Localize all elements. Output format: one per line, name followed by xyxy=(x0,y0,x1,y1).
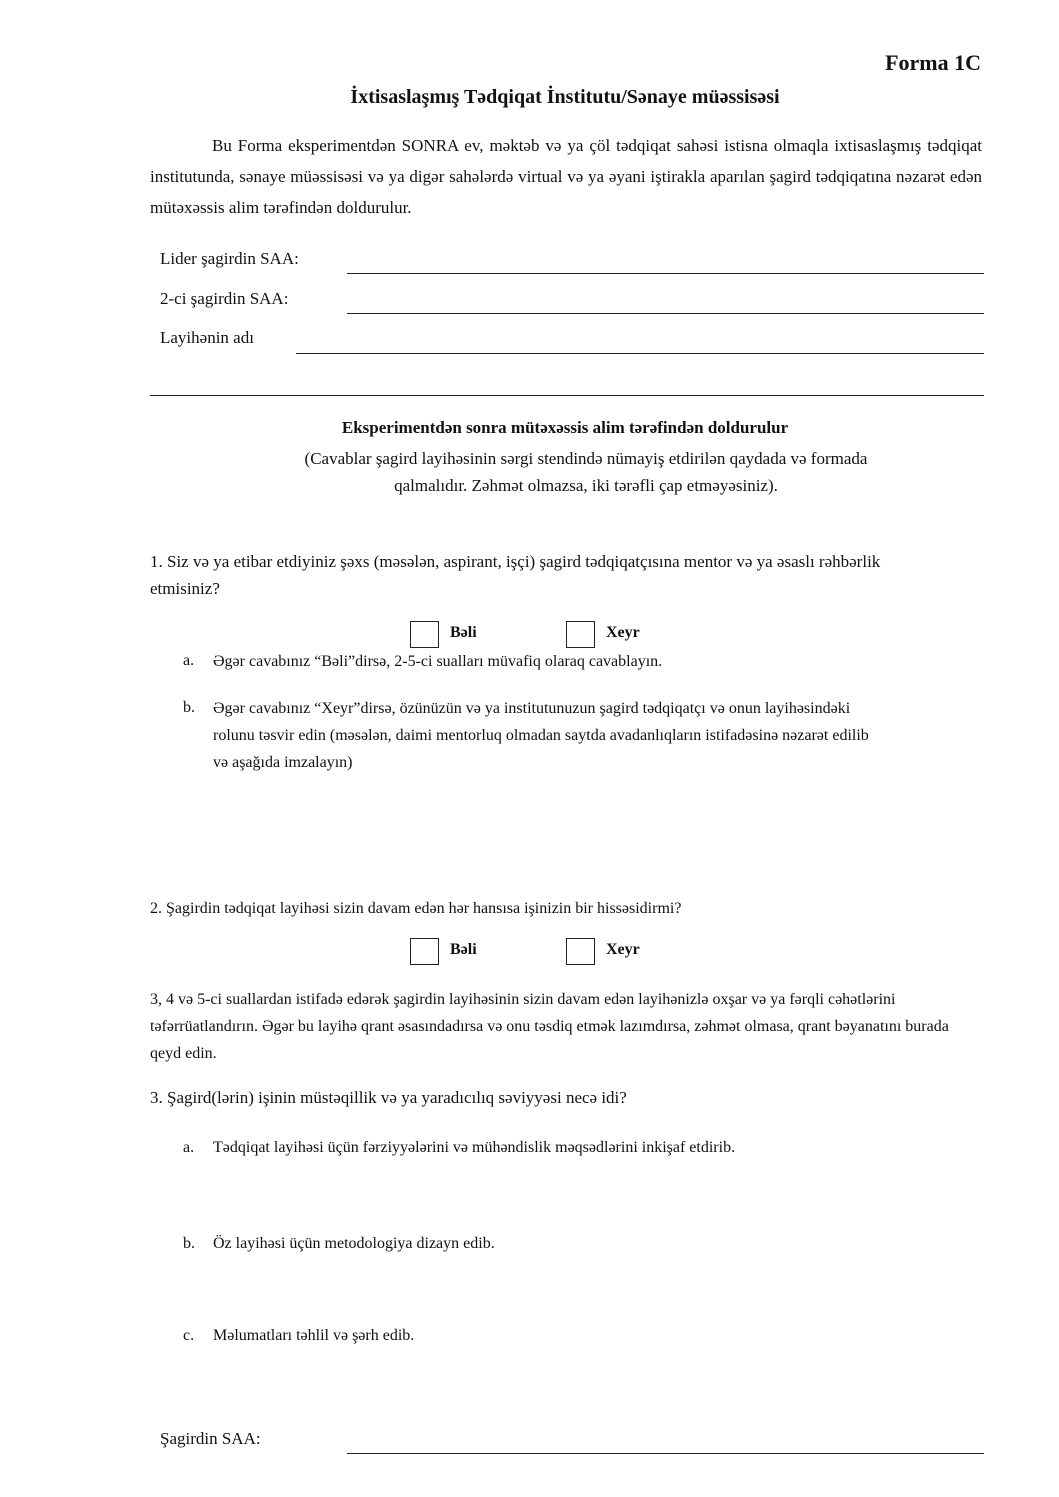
section-note: (Cavablar şagird layihəsinin sərgi stendində nümayiş etdirilən qaydada və formada qalmalıdır. Zəhmət olmazsa, iki tərəfli çap etməyəsiniz). xyxy=(304,449,868,495)
q1-a-letter: a. xyxy=(183,652,195,669)
project-name-label: Layihənin adı xyxy=(160,328,254,347)
q1-no-checkbox[interactable] xyxy=(566,621,595,648)
q1-yes-label: Bəli xyxy=(450,624,477,641)
student-name-label: Şagirdin SAA: xyxy=(160,1429,261,1448)
second-student-input[interactable] xyxy=(347,313,984,314)
q3-b-text: Öz layihəsi üçün metodologiya dizayn edib. xyxy=(213,1235,495,1252)
q2-no-checkbox[interactable] xyxy=(566,938,595,965)
q2-no-label: Xeyr xyxy=(606,941,640,958)
lead-student-input[interactable] xyxy=(347,273,984,274)
q1-yes-checkbox[interactable] xyxy=(410,621,439,648)
q3-c-letter: c. xyxy=(183,1327,195,1344)
question-2-note: 3, 4 və 5-ci suallardan istifadə edərək şagirdin layihəsinin sizin davam edən layihənizlə oxşar və ya fərqli cəhətlərini təfərrüatlandırın. Əgər bu layihə qrant əsasındadırsa və onu təsdiq etmək lazımdırsa, zəhmət olmasa, qrant bəyanatını burada qeyd edin. xyxy=(150,991,949,1062)
section-heading: Eksperimentdən sonra mütəxəssis alim tərəfindən doldurulur xyxy=(341,418,789,437)
q1-b-letter: b. xyxy=(183,699,195,716)
question-3-text: 3. Şagird(lərin) işinin müstəqillik və ya yaradıcılıq səviyyəsi necə idi? xyxy=(150,1088,627,1107)
intro-paragraph: Bu Forma eksperimentdən SONRA ev, məktəb və ya çöl tədqiqat sahəsi istisna olmaqla ixtisaslaşmış tədqiqat institutunda, sənaye müəssisəsi və ya digər sahələrdə virtual və ya əyani iştirakla aparılan şagird tədqiqatına nəzarət edən mütəxəssis alim tərəfindən doldurulur. xyxy=(150,136,982,217)
q2-yes-checkbox[interactable] xyxy=(410,938,439,965)
q1-b-text: Əgər cavabınız “Xeyr”dirsə, özünüzün və ya institutunuzun şagird tədqiqatçı və onun layihəsindəki rolunu təsvir edin (məsələn, daimi mentorluq olmadan saytda avadanlıqların istifadəsinə nəzarət edilib və aşağıda imzalayın) xyxy=(213,700,869,771)
q3-a-text: Tədqiqat layihəsi üçün fərziyyələrini və mühəndislik məqsədlərini inkişaf etdirib. xyxy=(213,1139,736,1156)
lead-student-label: Lider şagirdin SAA: xyxy=(160,249,299,268)
q3-a-letter: a. xyxy=(183,1139,195,1156)
project-name-input[interactable] xyxy=(296,353,984,354)
second-student-label: 2-ci şagirdin SAA: xyxy=(160,289,289,308)
q3-b-letter: b. xyxy=(183,1235,195,1252)
q1-a-text: Əgər cavabınız “Bəli”dirsə, 2-5-ci sualları müvafiq olaraq cavablayın. xyxy=(213,653,663,670)
question-2-text: 2. Şagirdin tədqiqat layihəsi sizin davam edən hər hansısa işinizin bir hissəsidirmi? xyxy=(150,900,682,917)
question-1-text: 1. Siz və ya etibar etdiyiniz şəxs (məsələn, aspirant, işçi) şagird tədqiqatçısına mentor və ya əsaslı rəhbərlik etmisiniz? xyxy=(150,552,881,598)
q1-no-label: Xeyr xyxy=(606,624,640,641)
page-title: İxtisaslaşmış Tədqiqat İnstitutu/Sənaye müəssisəsi xyxy=(350,86,780,108)
q2-yes-label: Bəli xyxy=(450,941,477,958)
project-name-input-line2[interactable] xyxy=(150,395,984,396)
form-code: Forma 1C xyxy=(885,50,981,75)
q3-c-text: Məlumatları təhlil və şərh edib. xyxy=(213,1327,415,1344)
student-name-input[interactable] xyxy=(347,1453,984,1454)
